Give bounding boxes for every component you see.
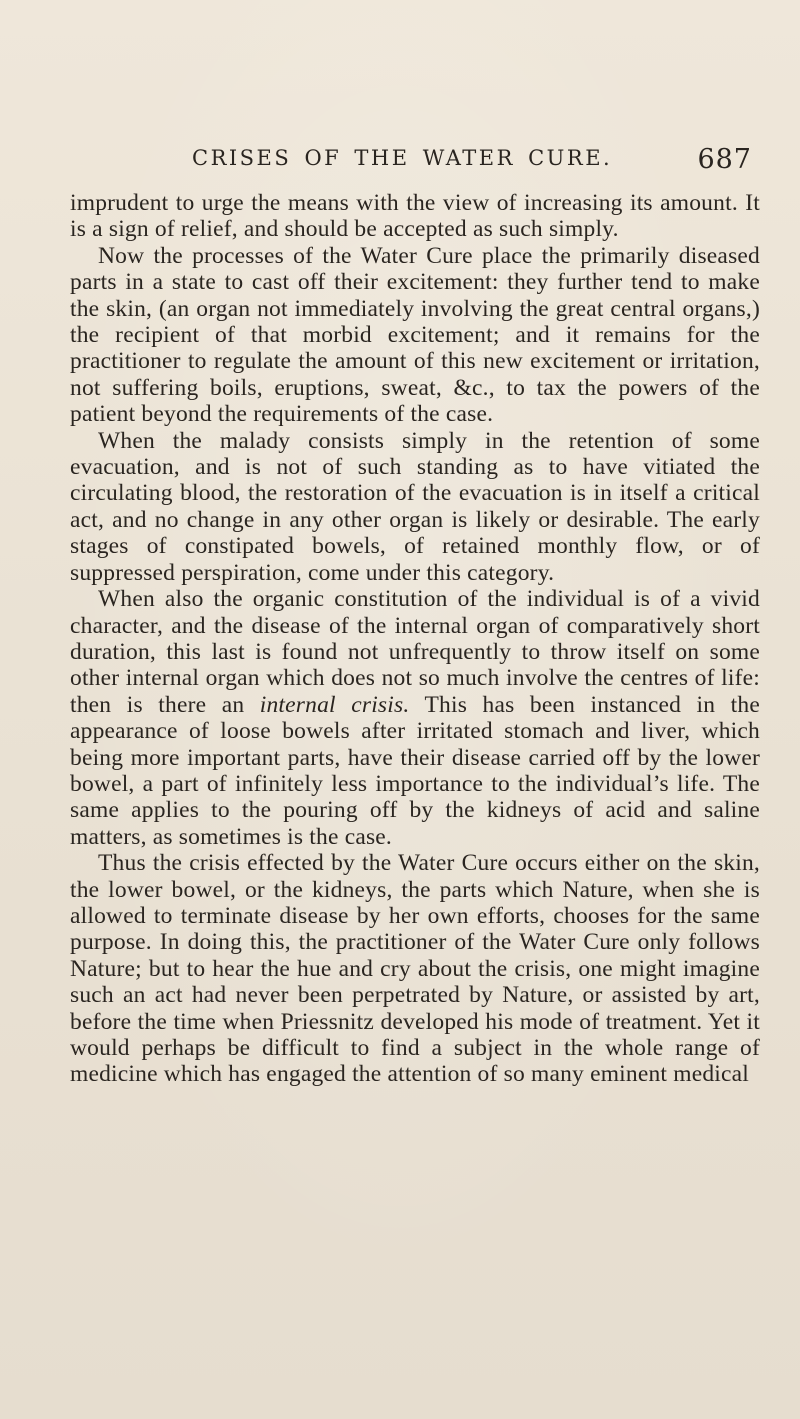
paragraph-1: imprudent to urge the means with the view of increasing its amount. It is a sign of relief, and should be accepted as such simply. — [70, 190, 760, 243]
paragraph-4-text-after: This has been instanced in the appearance of loose bowels after irritated stomach and liver, which being more important parts, have their disease carried off by the lower bowel, a part of infinitely less importance to the individual’s life. The same applies to the pouring off by the kidneys of acid and saline matters, as sometimes is the case. — [70, 691, 760, 850]
running-head — [192, 146, 752, 180]
paragraph-5: Thus the crisis effected by the Water Cure occurs either on the skin, the lower bowel, or the kidneys, the parts which Nature, when she is allowed to terminate disease by her own efforts, chooses for the same purpose. In doing this, the practitioner of the Water Cure only follows Nature; but to hear the hue and cry about the crisis, one might imagine such an act had never been perpetrated by Nature, or assisted by art, before the time when Priessnitz developed his mode of treatment. Yet it would perhaps be difficult to find a subject in the whole range of medicine which has engaged the attention of so many eminent medical — [70, 850, 760, 1088]
paragraph-3: When the malady consists simply in the retention of some evacuation, and is not of such standing as to have vitiated the circulating blood, the restoration of the evacuation is in itself a critical act, and no change in any other organ is likely or desirable. The early stages of constipated bowels, of retained monthly flow, or of suppressed perspiration, come under this category. — [70, 427, 760, 586]
page-number: 687 — [697, 144, 752, 175]
running-title: CRISES OF THE WATER CURE. — [192, 146, 613, 170]
paragraph-4 — [70, 586, 760, 850]
paragraph-4-text-before: When also the organic constitution of the individual is of a vivid character, and the disease of the internal organ of comparatively short duration, this last is found not unfrequently to throw itself on some other internal organ which does not so much involve the centres of life: then is there an — [70, 586, 760, 718]
body-text — [70, 190, 760, 1088]
emphasis-internal-crisis: internal crisis. — [259, 691, 410, 718]
paragraph-2: Now the processes of the Water Cure place the primarily diseased parts in a state to cast off their excitement: they further tend to make the skin, (an organ not immediately involving the great central organs,) the recipient of that morbid excitement; and it remains for the practitioner to regulate the amount of this new excitement or irritation, not suffering boils, eruptions, sweat, &c., to tax the powers of the patient beyond the requirements of the case. — [70, 242, 760, 428]
